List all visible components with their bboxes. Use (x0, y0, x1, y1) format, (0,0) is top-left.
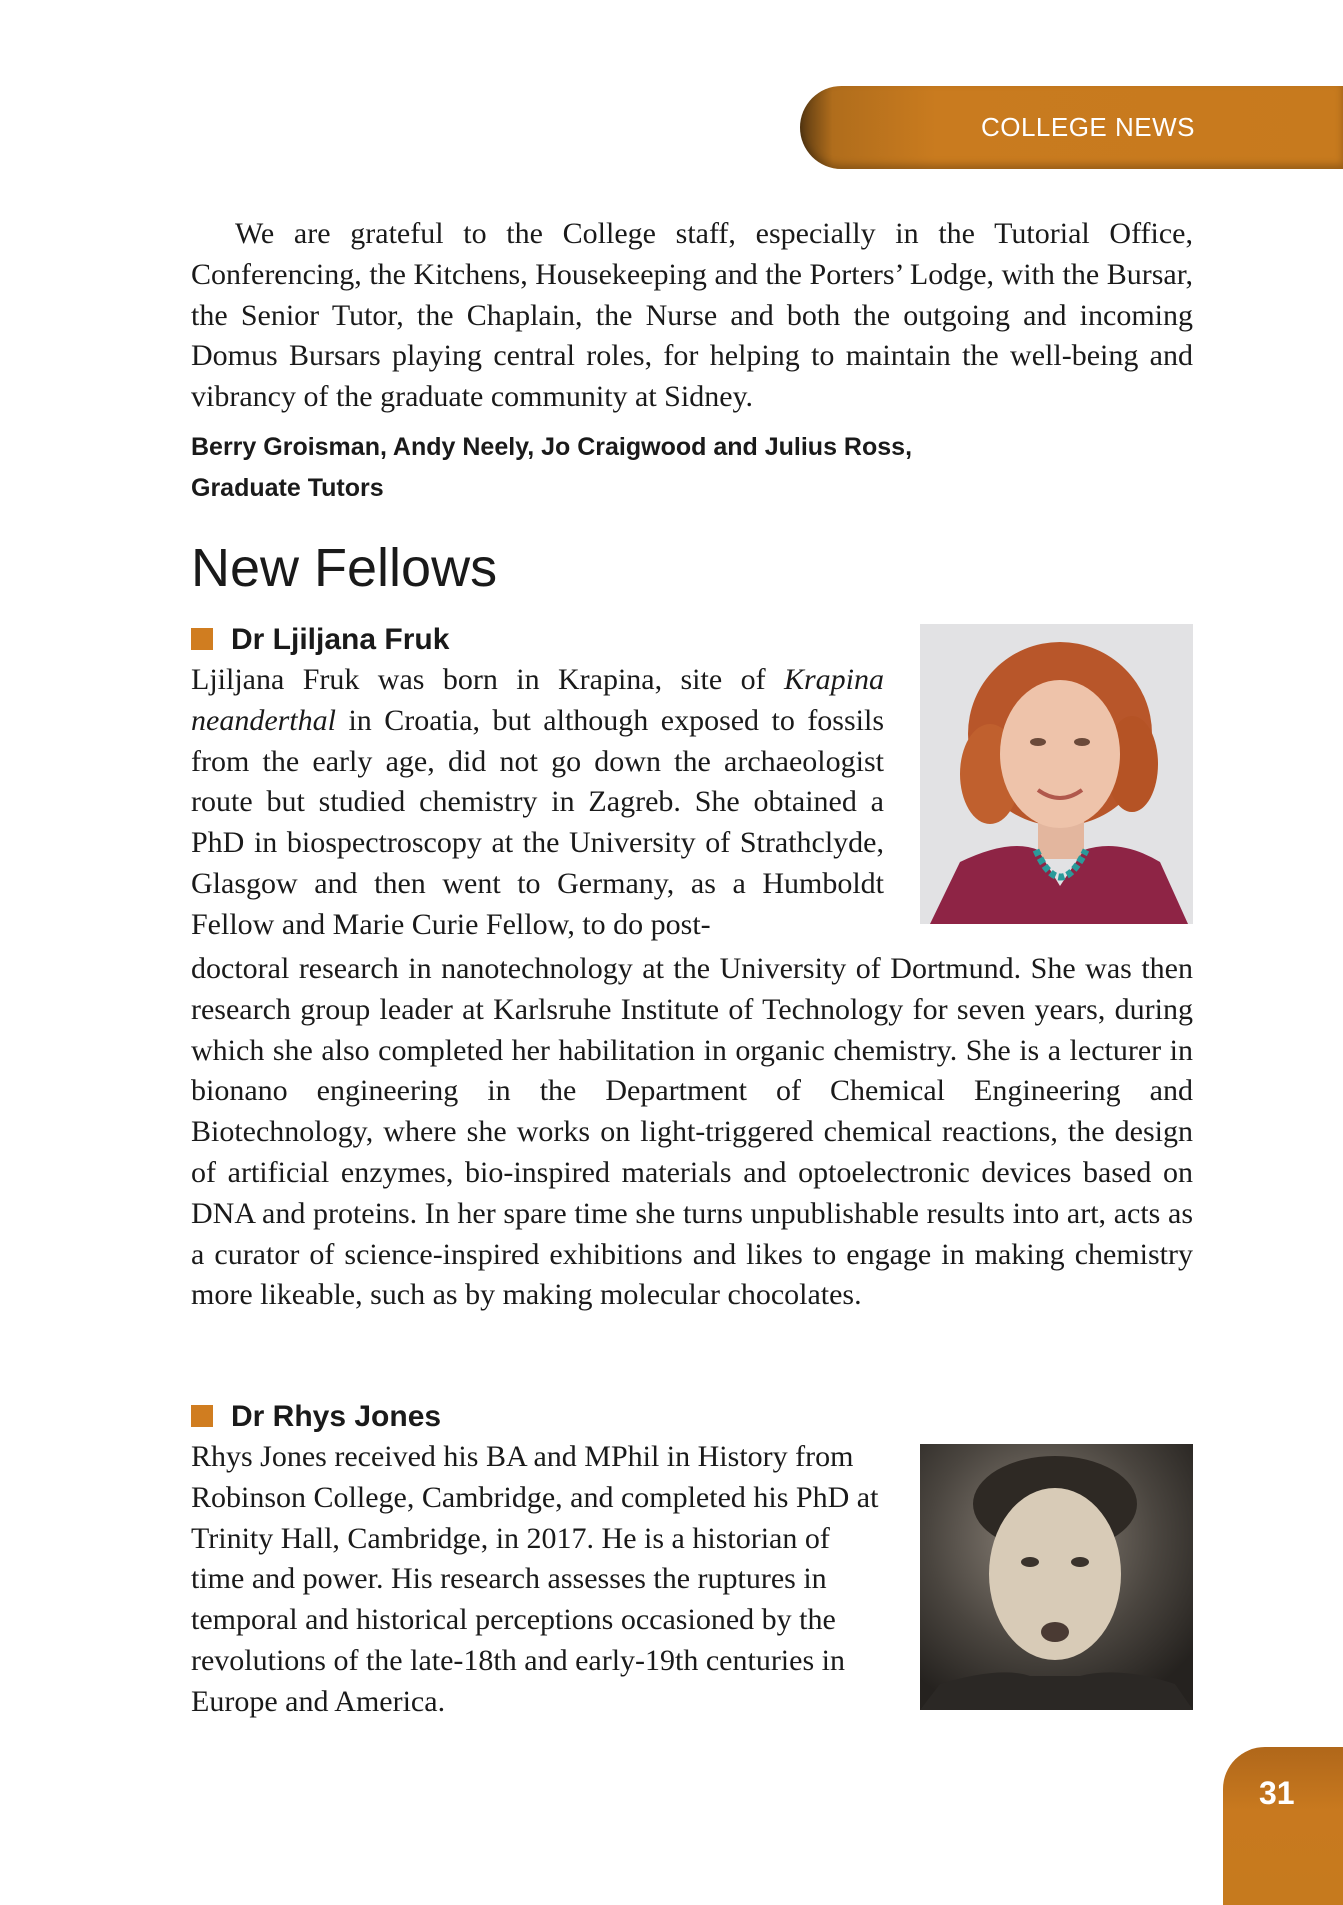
fellow-name-text: Dr Ljiljana Fruk (231, 623, 450, 656)
intro-paragraph: We are grateful to the College staff, especially in the Tutorial Office, Conferencing, the Kitchens, Housekeeping and the Porters’ Lodge, with the Bursar, the Senior Tutor, the Chaplain, the Nurse and both the outgoing and incoming Domus Bursars playing central roles, for helping to maintain the well-being and vibrancy of the graduate community at Sidney. (191, 217, 1193, 414)
bio-italic-text: Krapina neanderthal (191, 663, 884, 737)
fellow-bio-fruk-part1 (191, 660, 884, 946)
portrait-illustration (920, 624, 1193, 924)
signature-role: Graduate Tutors (191, 474, 384, 502)
fellow-name-jones (191, 1397, 441, 1437)
section-label: COLLEGE NEWS (980, 112, 1195, 142)
square-bullet-icon (191, 1405, 213, 1427)
portrait-illustration (920, 1444, 1193, 1710)
fellow-bio-fruk-part2: doctoral research in nanotechnology at the University of Dortmund. She was then research group leader at Karlsruhe Institute of Technology for seven years, during which she also completed her habilitation in organic chemistry. She is a lecturer in bionano engineering in the Department of Chemical Engineering and Biotechnology, where she works on light-triggered chemical reactions, the design of artificial enzymes, bio-inspired materials and optoelectronic devices based on DNA and proteins. In her spare time she turns unpublishable results into art, acts as a curator of science-inspired exhibitions and likes to engage in making chemistry more likeable, such as by making molecular chocolates. (191, 952, 1193, 1312)
page-number-tab (1223, 1747, 1343, 1905)
fellow-bio-jones: Rhys Jones received his BA and MPhil in History from Robinson College, Cambridge, and completed his PhD at Trinity Hall, Cambridge, in 2017. He is a historian of time and power. His research assesses the ruptures in temporal and historical perceptions occasioned by the revolutions of the late-18th and early-19th centuries in Europe and America. (191, 1440, 879, 1718)
page-number: 31 (1259, 1775, 1295, 1811)
portrait-photo-jones (920, 1444, 1193, 1710)
portrait-photo-fruk (920, 624, 1193, 924)
bio-top-text: in Croatia, but although exposed to fossils from the early age, did not go down the archaeologist route but studied chemistry in Zagreb. She obtained a PhD in biospectroscopy at the University of Strathclyde, Glasgow and then went to Germany, as a Humboldt Fellow and Marie Curie Fellow, to do post- (191, 703, 884, 941)
fellow-name-text: Dr Rhys Jones (231, 1400, 442, 1433)
section-title: New Fellows (191, 538, 498, 598)
signature-names: Berry Groisman, Andy Neely, Jo Craigwood and Julius Ross, (191, 433, 913, 461)
fellow-name-fruk (191, 620, 449, 660)
section-header-tab (800, 86, 1343, 169)
square-bullet-icon (191, 628, 213, 650)
bio-lead-text: Ljiljana Fruk was born in Krapina, site of (191, 663, 784, 696)
